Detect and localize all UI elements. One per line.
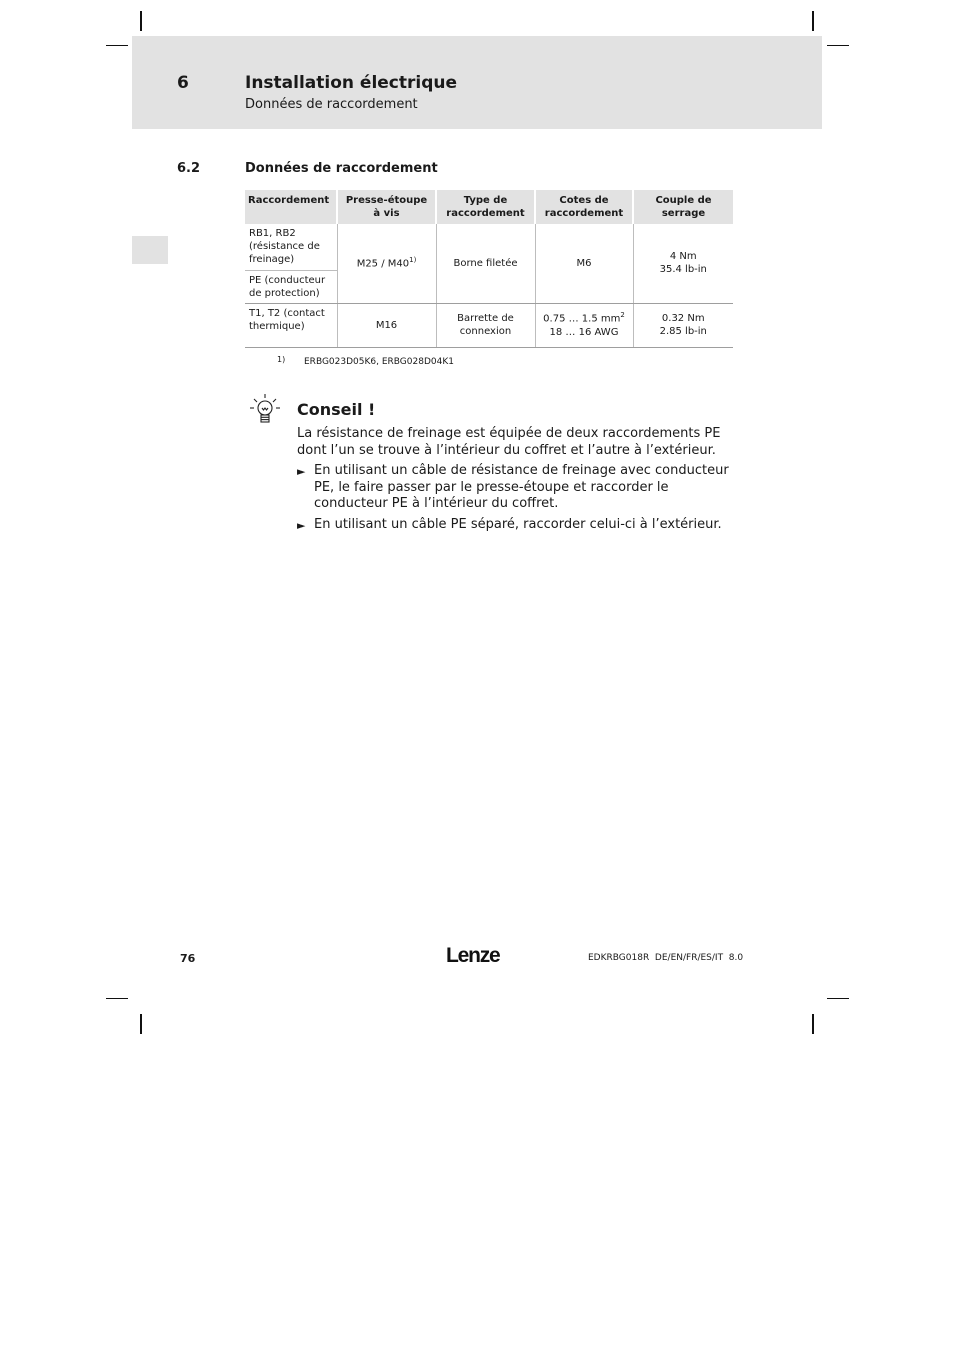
table-header: Type de raccordement — [436, 190, 535, 224]
torque-nm: 4 Nm — [669, 251, 697, 263]
table-row — [245, 224, 733, 270]
torque-nm: 0.32 Nm — [661, 313, 705, 324]
chapter-number: 6 — [177, 73, 189, 93]
crop-mark — [827, 45, 849, 46]
table-row — [245, 303, 733, 347]
table-header: Raccordement — [245, 190, 337, 224]
lightbulb-icon — [249, 393, 281, 425]
crop-mark — [106, 45, 128, 46]
table-cell — [633, 224, 733, 303]
table-header: Cotes de raccordement — [535, 190, 633, 224]
bullet-arrow-icon: ► — [297, 518, 306, 532]
chapter-header-band — [132, 36, 822, 129]
crop-mark — [140, 1014, 142, 1034]
table-cell: Barrette de connexion — [436, 303, 535, 347]
list-item-text: En utilisant un câble PE séparé, raccorder celui-ci à l’extérieur. — [314, 516, 722, 532]
table-cell — [633, 303, 733, 347]
dimension-awg: 18 … 16 AWG — [549, 326, 619, 338]
table-cell: M6 — [535, 224, 633, 303]
tip-body — [297, 426, 737, 538]
table-cell: RB1, RB2 (résistance de freinage) — [249, 228, 320, 265]
table-cell — [337, 224, 436, 303]
table-header: Presse-étoupe à vis — [337, 190, 436, 224]
dimension-mm: 0.75 … 1.5 mm — [543, 313, 621, 325]
table-cell: T1, T2 (contact thermique) — [245, 303, 337, 347]
page-number: 76 — [180, 952, 196, 965]
chapter-subtitle: Données de raccordement — [245, 97, 418, 112]
svg-text:Lenze: Lenze — [446, 944, 500, 967]
footnote-mark: 1) — [277, 355, 286, 364]
table-cell: M16 — [337, 303, 436, 347]
crop-mark — [827, 998, 849, 999]
crop-mark — [140, 11, 142, 31]
document-code: EDKRBG018R DE/EN/FR/ES/IT 8.0 — [588, 953, 744, 963]
torque-lbin: 35.4 lb-in — [659, 264, 707, 276]
gland-value: M25 / M40 — [356, 258, 410, 270]
list-item — [297, 463, 737, 513]
tip-intro: La résistance de freinage est équipée de deux raccordements PE dont l’un se trouve à l’intérieur du coffret et l’autre à l’extérieur. — [297, 426, 721, 458]
bullet-arrow-icon: ► — [297, 465, 306, 478]
table-header-row — [245, 190, 733, 224]
crop-mark — [812, 1014, 814, 1034]
table-cell — [535, 303, 633, 347]
table-cell: Borne filetée — [436, 224, 535, 303]
tip-title: Conseil ! — [297, 400, 376, 419]
crop-mark — [106, 998, 128, 999]
footnote-ref: 1) — [409, 256, 417, 265]
list-item-text: En utilisant un câble de résistance de freinage avec conducteur PE, le faire passer par le presse-étoupe et raccorder le conducteur PE à l’intérieur du coffret. — [314, 463, 729, 511]
torque-lbin: 2.85 lb-in — [659, 326, 707, 337]
section-number: 6.2 — [177, 161, 201, 176]
lenze-logo — [446, 943, 506, 967]
footnote-text: ERBG023D05K6, ERBG028D04K1 — [304, 357, 454, 367]
chapter-side-tab — [132, 236, 168, 264]
table-header: Couple de serrage — [633, 190, 733, 224]
connection-data-table — [245, 190, 733, 348]
table-cell: PE (conducteur de protection) — [245, 270, 337, 303]
list-item — [297, 517, 737, 535]
superscript: 2 — [620, 311, 625, 320]
section-title: Données de raccordement — [245, 161, 438, 176]
chapter-title: Installation électrique — [245, 73, 458, 93]
crop-mark — [812, 11, 814, 31]
